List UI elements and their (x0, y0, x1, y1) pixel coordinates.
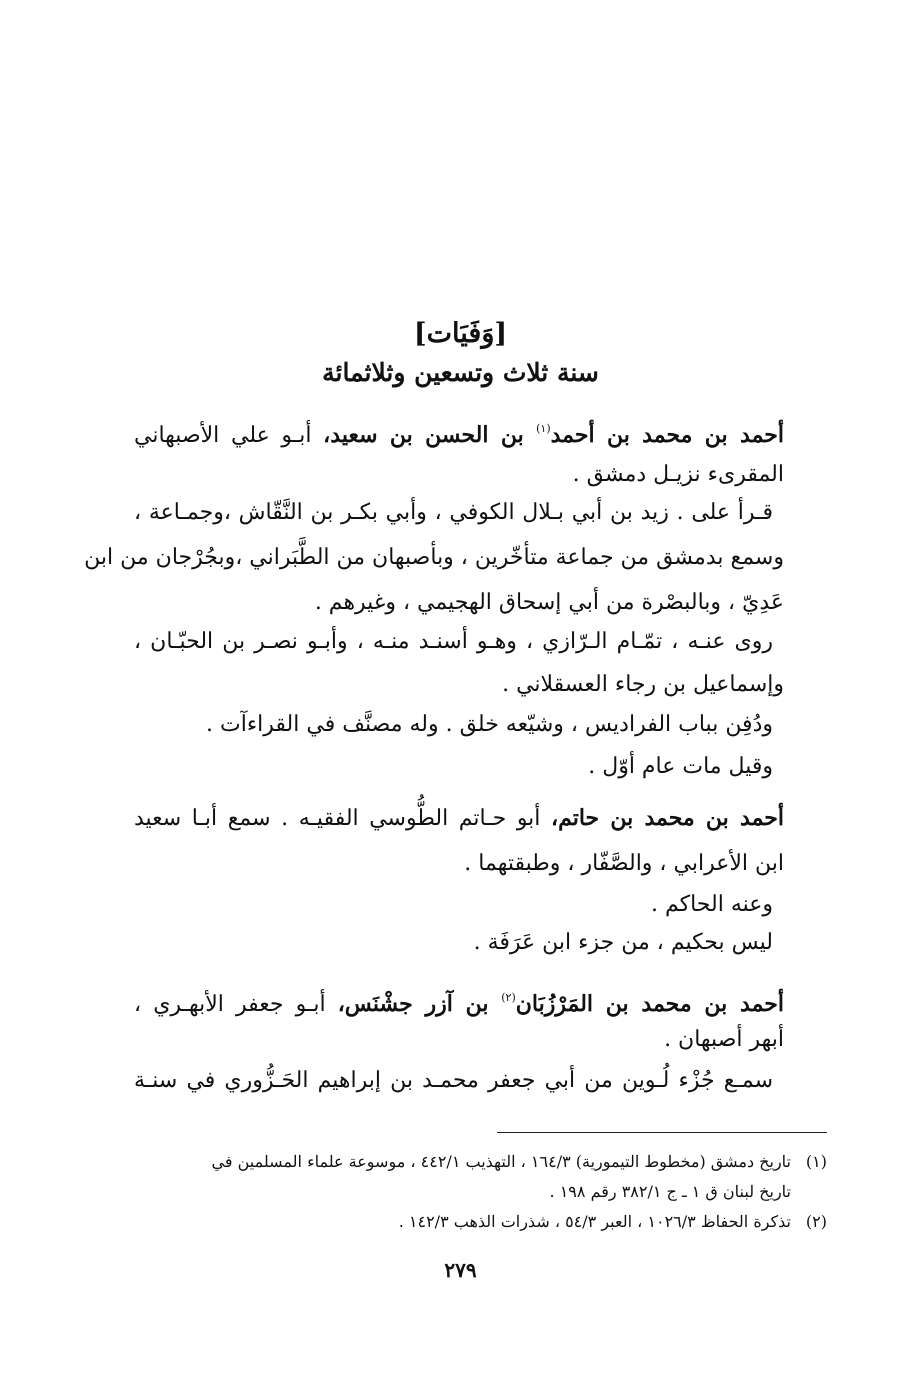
entry-2-line-4: ليس بحكيم ، من جزء ابن عَرَفَة . (473, 930, 773, 955)
footnote-1-line-1 (127, 1150, 827, 1174)
footnote-ref-2: (٢) (501, 991, 516, 1004)
year-heading: سنة ثلاث وتسعين وثلاثمائة (322, 358, 599, 387)
entry-1-line-1 (134, 414, 784, 451)
entry-1-line-3: قـرأ على . زيد بن أبي بـلال الكوفي ، وأبي بكـر بن النَّقّاش ،وجمـاعة ، (134, 500, 773, 525)
entry-2-line-3: وعنه الحاكم . (651, 892, 773, 917)
entry-1-line-5: عَدِيّ ، وبالبصْرة من أبي إسحاق الهجيمي ، وغيرهم . (314, 590, 784, 615)
entry-1-line-8: ودُفِن بباب الفراديس ، وشيّعه خلق . وله مصنَّف في القراءآت . (206, 712, 773, 737)
footnote-1-text-cont: تاريخ لبنان ق ١ ـ ج ٣٨٢/١ رقم ١٩٨ . (549, 1182, 791, 1201)
entry-3-kunya: أبـو جعفر الأبهـري ، (134, 992, 338, 1017)
entry-1-line-4: وسمع بدمشق من جماعة متأخّرين ، وبأصبهان من الطَّبَراني ،وبجُرْجان من ابن (84, 545, 784, 570)
entry-1-line-2: المقرىء نزيـل دمشق . (572, 462, 784, 487)
entry-3-line-2: أبهر أصبهان . (664, 1027, 784, 1052)
entry-2-kunya: أبو حـاتم الطُّوسي الفقيـه . سمع أبـا سعيد (134, 806, 551, 831)
footnote-2-line-1 (127, 1210, 827, 1234)
entry-1-name: أحمد بن محمد بن أحمد (550, 422, 785, 448)
footnote-2-text: تذكرة الحفاظ ١٠٢٦/٣ ، العبر ٥٤/٣ ، شذرات الذهب ١٤٢/٣ . (398, 1212, 791, 1231)
entry-3-name: أحمد بن محمد بن المَرْزُبَان (515, 991, 784, 1017)
entry-2-name: أحمد بن محمد بن حاتم، (550, 805, 785, 831)
entry-1-line-9: وقيل مات عام أوّل . (588, 754, 773, 779)
footnote-1-text: تاريخ دمشق (مخطوط التيمورية) ١٦٤/٣ ، التهذيب ٤٤٢/١ ، موسوعة علماء المسلمين في (211, 1152, 791, 1171)
footnote-ref-1: (١) (536, 422, 551, 435)
page-number: ٢٧٩ (444, 1258, 477, 1282)
footnote-2-number: (٢) (805, 1212, 827, 1231)
entry-1-kunya: أبـو علي الأصبهاني (134, 423, 324, 448)
entry-3-line-1 (134, 983, 784, 1020)
entry-1-line-6: روى عنـه ، تمّـام الـرّازي ، وهـو أسنـد منـه ، وأبـو نصـر بن الحبّـان ، (134, 629, 773, 654)
entry-1-line-7: وإسماعيل بن رجاء العسقلاني . (502, 672, 784, 697)
entry-1-name-cont: بن الحسن بن سعيد، (323, 422, 537, 448)
entry-2-line-1 (134, 803, 784, 834)
footnote-separator (497, 1132, 827, 1133)
entry-3-line-3: سمـع جُزْء لُـوين من أبي جعفر محمـد بن إبراهيم الحَـزُّوري في سنـة (134, 1068, 773, 1093)
footnote-1-number: (١) (805, 1152, 827, 1171)
footnote-1-line-2 (127, 1180, 827, 1204)
entry-3-name-cont: بن آزر جشْنَس، (337, 991, 502, 1017)
entry-2-line-2: ابن الأعرابي ، والصَّفّار ، وطبقتهما . (464, 851, 784, 876)
section-heading: [وَفَيَات] (413, 318, 508, 349)
